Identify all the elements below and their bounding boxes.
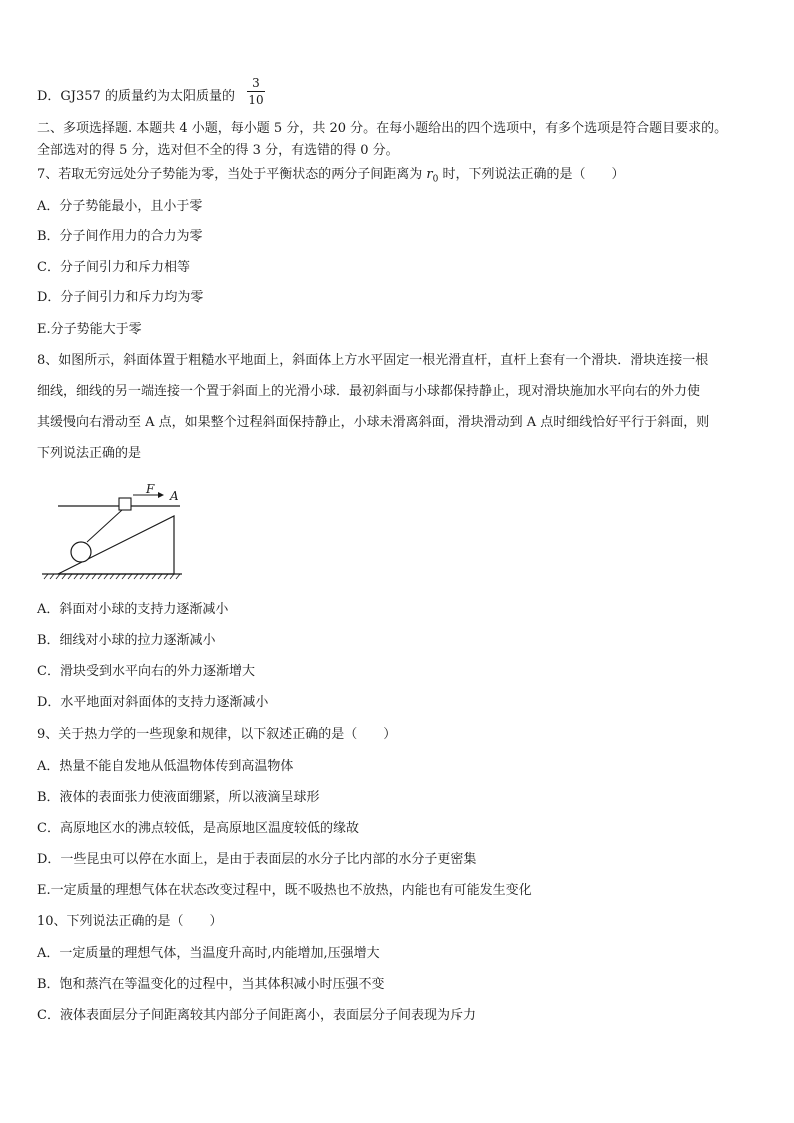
q7-option-d: D．分子间引力和斥力均为零 xyxy=(37,290,204,305)
q8-option-a: A．斜面对小球的支持力逐渐减小 xyxy=(37,602,229,617)
q9-option-d: D．一些昆虫可以停在水面上，是由于表面层的水分子比内部的水分子更密集 xyxy=(37,852,477,867)
q8-stem-line3: 其缓慢向右滑动至 A 点，如果整个过程斜面保持静止，小球未滑离斜面，滑块滑动到 A 点时细线恰好平行于斜面，则 xyxy=(37,415,710,430)
q10-stem: 10、下列说法正确的是（ ） xyxy=(37,914,223,929)
q8-option-c: C．滑块受到水平向右的外力逐渐增大 xyxy=(37,664,255,679)
r-symbol: r xyxy=(426,167,433,182)
q8-stem-line1: 8、如图所示，斜面体置于粗糙水平地面上，斜面体上方水平固定一根光滑直杆，直杆上套有一个滑块．滑块连接一根 xyxy=(37,353,709,368)
slider-block xyxy=(119,498,131,510)
q10-option-a: A．一定质量的理想气体，当温度升高时,内能增加,压强增大 xyxy=(37,946,380,961)
fraction-numerator: 3 xyxy=(247,76,265,92)
q9-stem: 9、关于热力学的一些现象和规律，以下叙述正确的是（ ） xyxy=(37,727,397,742)
q7-option-c: C．分子间引力和斥力相等 xyxy=(37,260,190,275)
q7-option-b: B．分子间作用力的合力为零 xyxy=(37,229,203,244)
q8-stem-line4: 下列说法正确的是 xyxy=(37,446,142,461)
q8-incline-figure xyxy=(38,484,188,584)
q9-option-a: A．热量不能自发地从低温物体传到高温物体 xyxy=(37,759,294,774)
q9-option-c: C．高原地区水的沸点较低，是高原地区温度较低的缘故 xyxy=(37,821,359,836)
q10-option-b: B．饱和蒸汽在等温变化的过程中，当其体积减小时压强不变 xyxy=(37,977,385,992)
q7-option-a: A．分子势能最小，且小于零 xyxy=(37,199,203,214)
q7-stem: 7、若取无穷远处分子势能为零，当处于平衡状态的两分子间距离为 $r_0$ 时，下列说法正确的是（ ） xyxy=(37,167,625,185)
q6-option-d: D．GJ357 的质量约为太阳质量的 xyxy=(37,89,235,104)
section2-line1: 二、多项选择题. 本题共 4 小题，每小题 5 分，共 20 分。在每小题给出的四个选项中，有多个选项是符合题目要求的。 xyxy=(37,121,728,136)
string xyxy=(87,510,122,542)
q8-option-d: D．水平地面对斜面体的支持力逐渐减小 xyxy=(37,695,269,710)
fraction-denominator: 10 xyxy=(248,93,264,107)
ground-hatching xyxy=(44,574,180,579)
q10-option-c: C．液体表面层分子间距离较其内部分子间距离小，表面层分子间表现为斥力 xyxy=(37,1008,476,1023)
q7-option-e: E.分子势能大于零 xyxy=(37,322,142,337)
force-label: F xyxy=(146,484,155,496)
q8-stem-line2: 细线，细线的另一端连接一个置于斜面上的光滑小球．最初斜面与小球都保持静止，现对滑块施加水平向右的外力使 xyxy=(37,384,701,399)
section2-line2: 全部选对的得 5 分，选对但不全的得 3 分，有选错的得 0 分。 xyxy=(37,143,399,158)
q8-option-b: B．细线对小球的拉力逐渐减小 xyxy=(37,633,216,648)
fraction-three-tenths xyxy=(247,76,265,107)
q9-option-b: B．液体的表面张力使液面绷紧，所以液滴呈球形 xyxy=(37,790,320,805)
r-subscript: 0 xyxy=(432,174,439,185)
force-arrowhead xyxy=(158,492,164,498)
ball xyxy=(71,542,91,562)
q9-option-e: E.一定质量的理想气体在状态改变过程中，既不吸热也不放热，内能也有可能发生变化 xyxy=(37,883,532,898)
point-a-label: A xyxy=(170,489,179,503)
